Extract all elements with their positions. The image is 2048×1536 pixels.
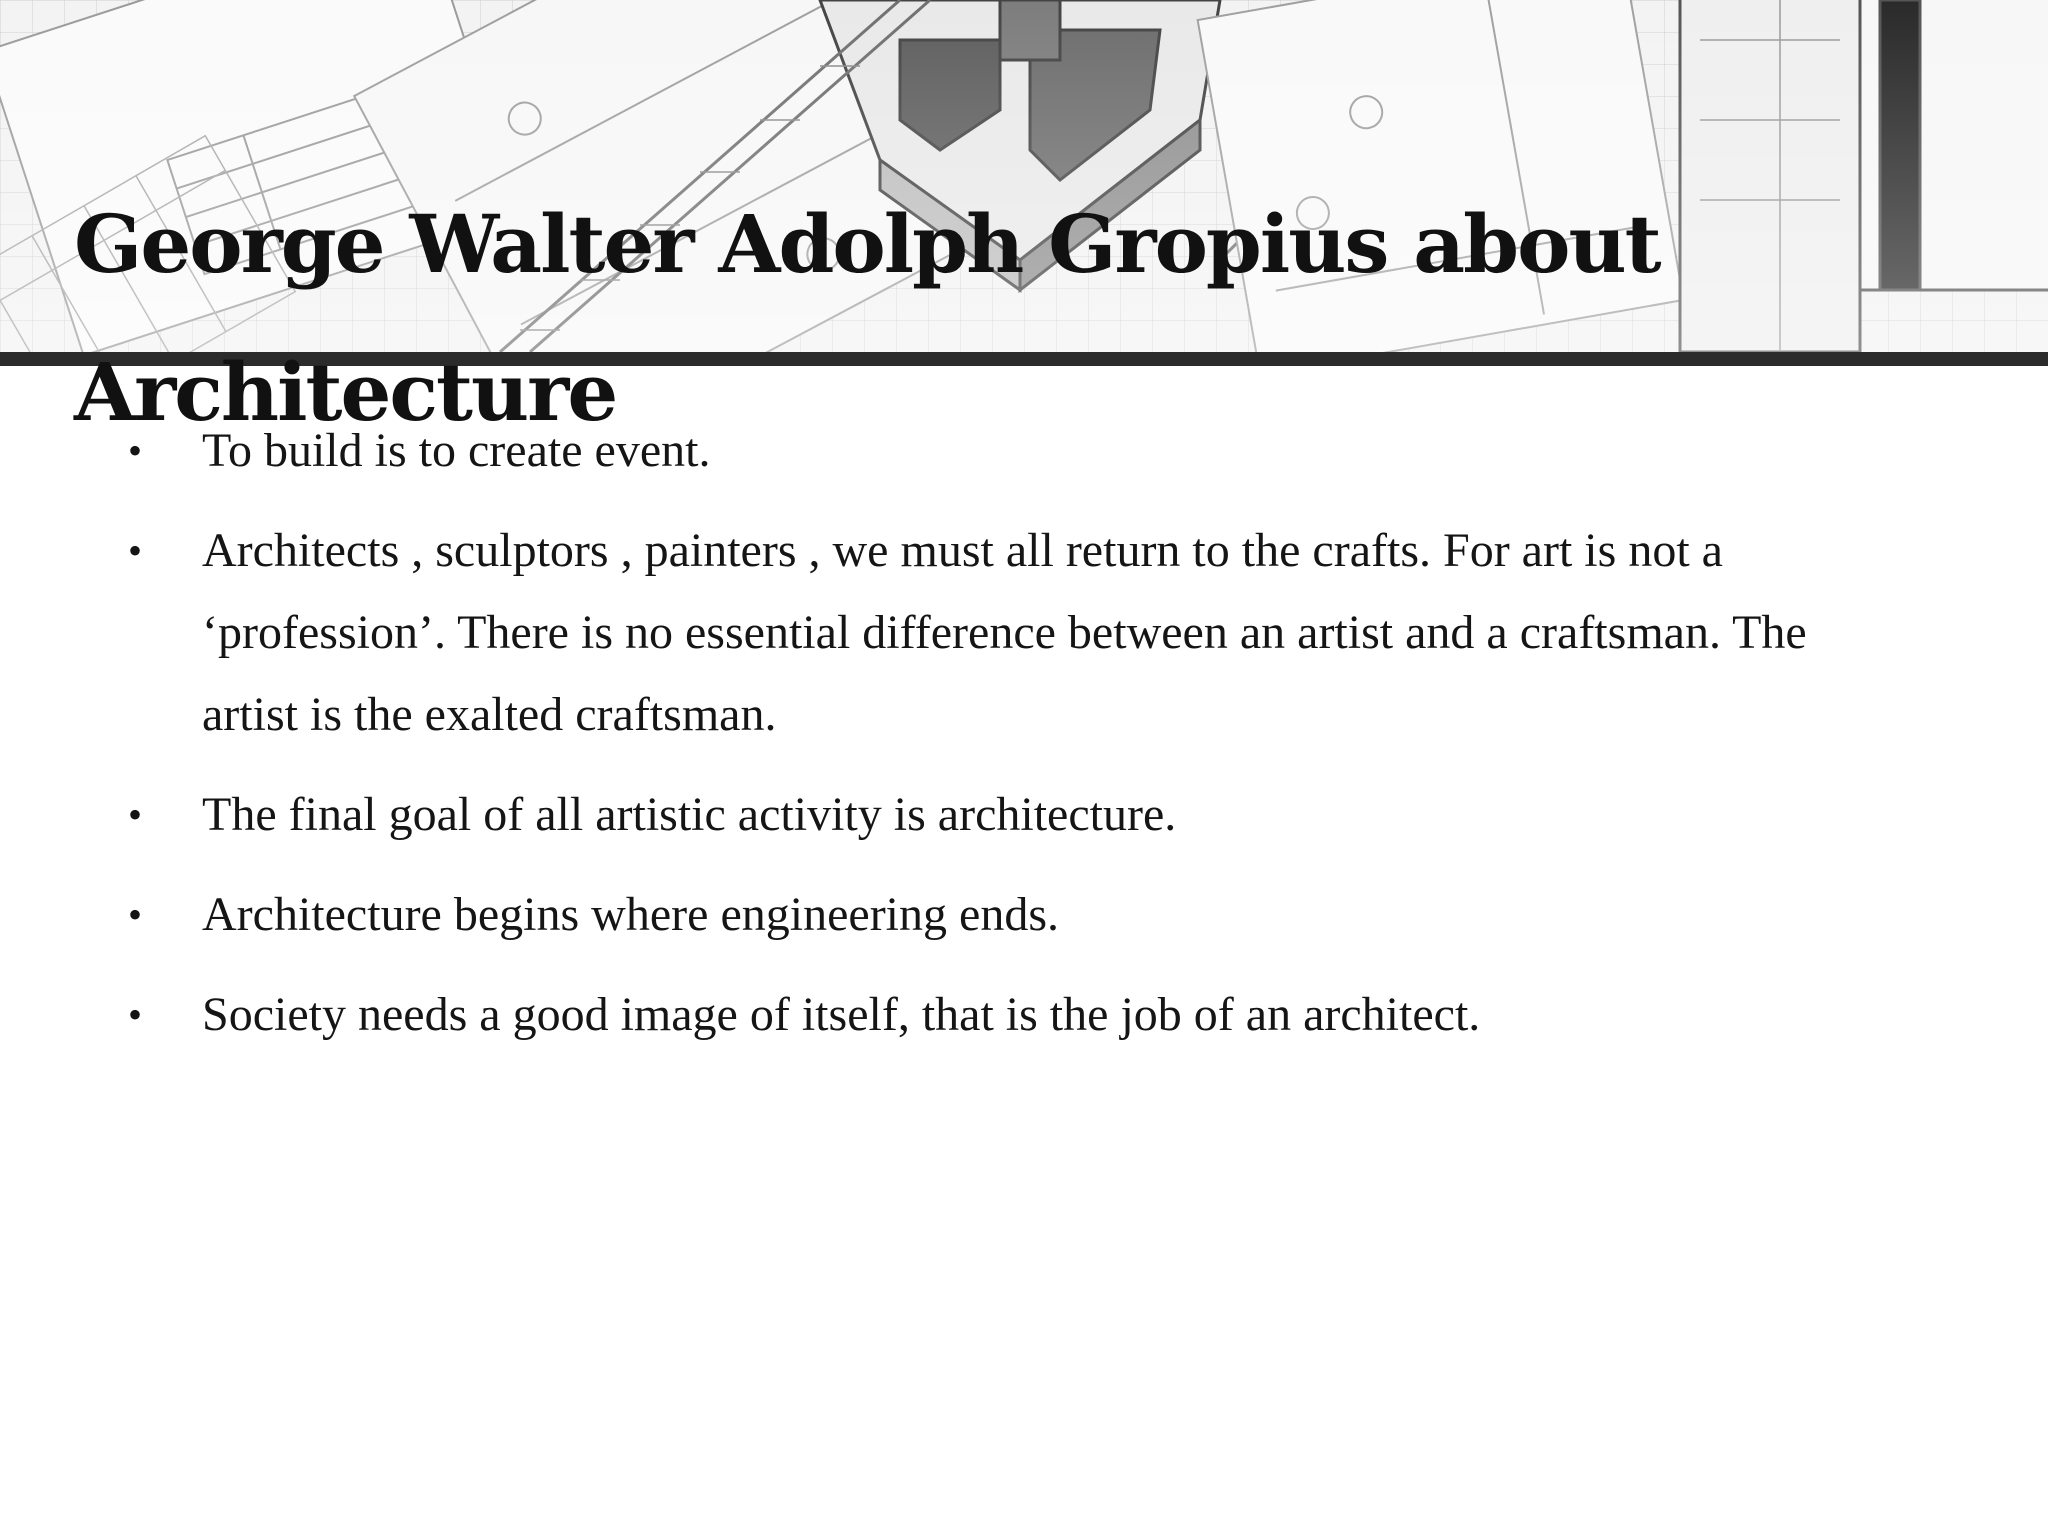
bullet-item bbox=[120, 874, 1880, 956]
bullet-icon: • bbox=[128, 528, 143, 573]
bullet-list bbox=[120, 410, 1880, 1074]
bullet-icon: • bbox=[128, 792, 143, 837]
bullet-text: To build is to create event. bbox=[202, 424, 711, 477]
bullet-item bbox=[120, 974, 1880, 1056]
bullet-item bbox=[120, 410, 1880, 492]
bullet-item bbox=[120, 510, 1880, 756]
bullet-icon: • bbox=[128, 992, 143, 1037]
bullet-icon: • bbox=[128, 428, 143, 473]
bullet-text: Society needs a good image of itself, that is the job of an architect. bbox=[202, 988, 1481, 1041]
bullet-icon: • bbox=[128, 892, 143, 937]
bullet-text: The final goal of all artistic activity is architecture. bbox=[202, 788, 1177, 841]
bullet-item bbox=[120, 774, 1880, 856]
slide-title: George Walter Adolph Gropius about Architecture bbox=[74, 197, 1660, 439]
bullet-text: Architects , sculptors , painters , we must all return to the crafts. For art is not a ‘profession’. There is no essential difference between an artist and a craftsman. The artist is the exalted craftsman. bbox=[202, 524, 1807, 741]
bullet-text: Architecture begins where engineering ends. bbox=[202, 888, 1059, 941]
